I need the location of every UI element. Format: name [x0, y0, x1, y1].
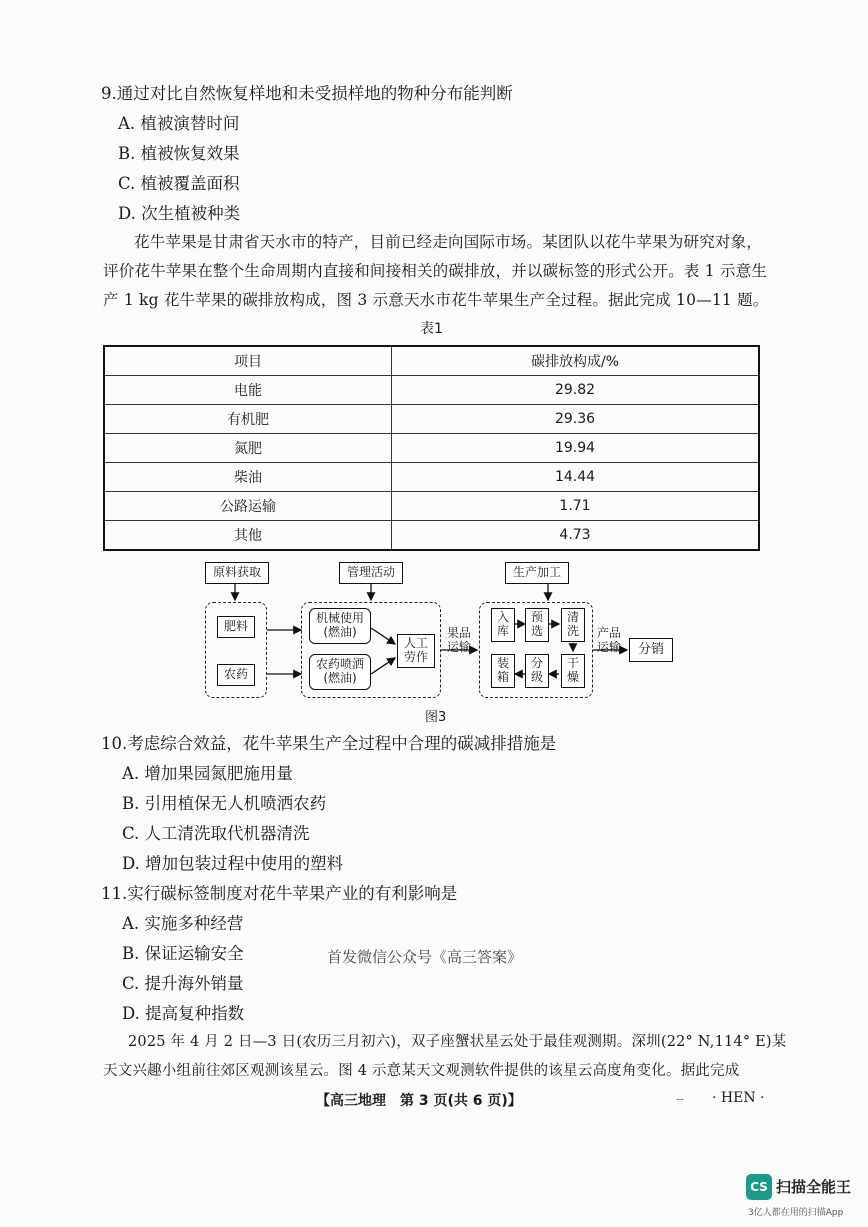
q10-option-c: C. 人工清洗取代机器清洗	[122, 824, 310, 843]
cleaning-box	[561, 608, 585, 642]
next-para-line-2: 天文兴趣小组前往郊区观测该星云。图 4 示意某天文观测软件提供的该星云高度角变化。据此完成	[103, 1063, 740, 1079]
q10-option-d: D. 增加包装过程中使用的塑料	[122, 854, 344, 873]
pesticide-spray-box	[309, 654, 371, 690]
presort-box	[525, 608, 549, 642]
product-transport-label	[593, 626, 625, 655]
warehouse-label-2: 库	[496, 624, 509, 638]
question-9-stem: 9.通过对比自然恢复样地和未受损样地的物种分布能判断	[101, 84, 513, 103]
table-row	[104, 376, 759, 405]
stage-raw-material: 原料获取	[205, 562, 269, 584]
grading-label-2: 级	[530, 670, 543, 684]
q9-option-d: D. 次生植被种类	[118, 204, 241, 223]
footer-dash: --	[676, 1092, 685, 1106]
table-cell-item: 柴油	[104, 463, 392, 492]
page-footer: 【高三地理 第 3 页(共 6 页)】	[316, 1093, 522, 1109]
q11-option-c: C. 提升海外销量	[122, 974, 244, 993]
table-cell-value: 14.44	[392, 463, 760, 492]
intro-line-3: 产 1 kg 花牛苹果的碳排放构成，图 3 示意天水市花牛苹果生产全过程。据此完成 10—11 题。	[103, 291, 769, 309]
presort-label-1: 预	[530, 610, 543, 625]
machine-use-fuel: (燃油)	[323, 625, 357, 639]
cleaning-label-1: 清	[566, 610, 579, 625]
table-cell-value: 29.82	[392, 376, 760, 405]
table-header-item: 项目	[104, 346, 392, 376]
manual-labor-label-2: 劳作	[403, 650, 428, 664]
drying-label-2: 燥	[566, 670, 579, 684]
packing-label-2: 箱	[496, 670, 509, 684]
question-10-stem: 10.考虑综合效益，花牛苹果生产全过程中合理的碳减排措施是	[101, 734, 557, 753]
pesticide-box: 农药	[217, 664, 255, 686]
manual-labor-label-1: 人工	[403, 636, 428, 651]
pesticide-spray-fuel: (燃油)	[323, 671, 357, 685]
q9-option-b: B. 植被恢复效果	[118, 144, 240, 163]
table-cell-value: 1.71	[392, 492, 760, 521]
q11-option-a: A. 实施多种经营	[122, 914, 244, 933]
cleaning-label-2: 洗	[566, 624, 579, 638]
scanner-tagline: 3亿人都在用的扫描App	[748, 1208, 844, 1218]
product-transport-label-2: 运输	[596, 640, 621, 655]
grading-label-1: 分	[530, 656, 543, 671]
production-process-diagram	[195, 558, 695, 708]
table-row	[104, 521, 759, 551]
table-cell-value: 4.73	[392, 521, 760, 551]
table-cell-item: 氮肥	[104, 434, 392, 463]
intro-line-2: 评价花牛苹果在整个生命周期内直接和间接相关的碳排放，并以碳标签的形式公开。表 1 示意生	[103, 262, 768, 280]
fertilizer-box: 肥料	[217, 616, 255, 638]
grading-box	[525, 654, 549, 688]
drying-label-1: 干	[566, 656, 579, 671]
table-cell-item: 电能	[104, 376, 392, 405]
table-header-row	[104, 346, 759, 376]
table-caption: 表1	[420, 321, 443, 337]
next-para-line-1: 2025 年 4 月 2 日—3 日(农历三月初六)，双子座蟹状星云处于最佳观测期。深圳(22° N,114° E)某	[128, 1034, 787, 1050]
q10-option-b: B. 引用植保无人机喷洒农药	[122, 794, 327, 813]
table-cell-value: 29.36	[392, 405, 760, 434]
table-cell-item: 有机肥	[104, 405, 392, 434]
table-cell-value: 19.94	[392, 434, 760, 463]
stage-processing: 生产加工	[505, 562, 569, 584]
footer-code: · HEN ·	[712, 1090, 765, 1106]
table-header-value: 碳排放构成/%	[392, 346, 760, 376]
table-row	[104, 463, 759, 492]
machine-use-box	[309, 608, 371, 644]
carbon-emission-table	[103, 345, 760, 551]
table-row	[104, 492, 759, 521]
warehouse-box	[491, 608, 515, 642]
stage-management: 管理活动	[339, 562, 403, 584]
fruit-transport-label-1: 果品	[446, 626, 471, 640]
manual-labor-box	[397, 634, 435, 668]
q10-option-a: A. 增加果园氮肥施用量	[122, 764, 293, 783]
table-row	[104, 434, 759, 463]
fruit-transport-label-2: 运输	[446, 640, 471, 655]
scanner-logo-icon: CS	[746, 1174, 772, 1200]
product-transport-label-1: 产品	[596, 626, 621, 640]
pesticide-spray-label: 农药喷洒	[315, 657, 364, 672]
drying-box	[561, 654, 585, 688]
figure-caption: 图3	[425, 710, 447, 725]
question-11-stem: 11.实行碳标签制度对花牛苹果产业的有利影响是	[101, 884, 458, 903]
fruit-transport-label	[443, 626, 475, 655]
intro-line-1: 花牛苹果是甘肃省天水市的特产，目前已经走向国际市场。某团队以花牛苹果为研究对象，	[134, 233, 763, 251]
q9-option-c: C. 植被覆盖面积	[118, 174, 240, 193]
q9-option-a: A. 植被演替时间	[118, 114, 240, 133]
machine-use-label: 机械使用	[315, 611, 364, 626]
scanner-app-name: 扫描全能王	[776, 1178, 852, 1196]
presort-label-2: 选	[530, 624, 543, 638]
warehouse-label-1: 入	[496, 610, 509, 625]
packing-label-1: 装	[496, 656, 509, 671]
table-row	[104, 405, 759, 434]
packing-box	[491, 654, 515, 688]
watermark-text: 首发微信公众号《高三答案》	[327, 948, 523, 966]
table-cell-item: 其他	[104, 521, 392, 551]
table-cell-item: 公路运输	[104, 492, 392, 521]
distribution-box: 分销	[629, 638, 673, 662]
q11-option-d: D. 提高复种指数	[122, 1004, 245, 1023]
q11-option-b: B. 保证运输安全	[122, 944, 244, 963]
